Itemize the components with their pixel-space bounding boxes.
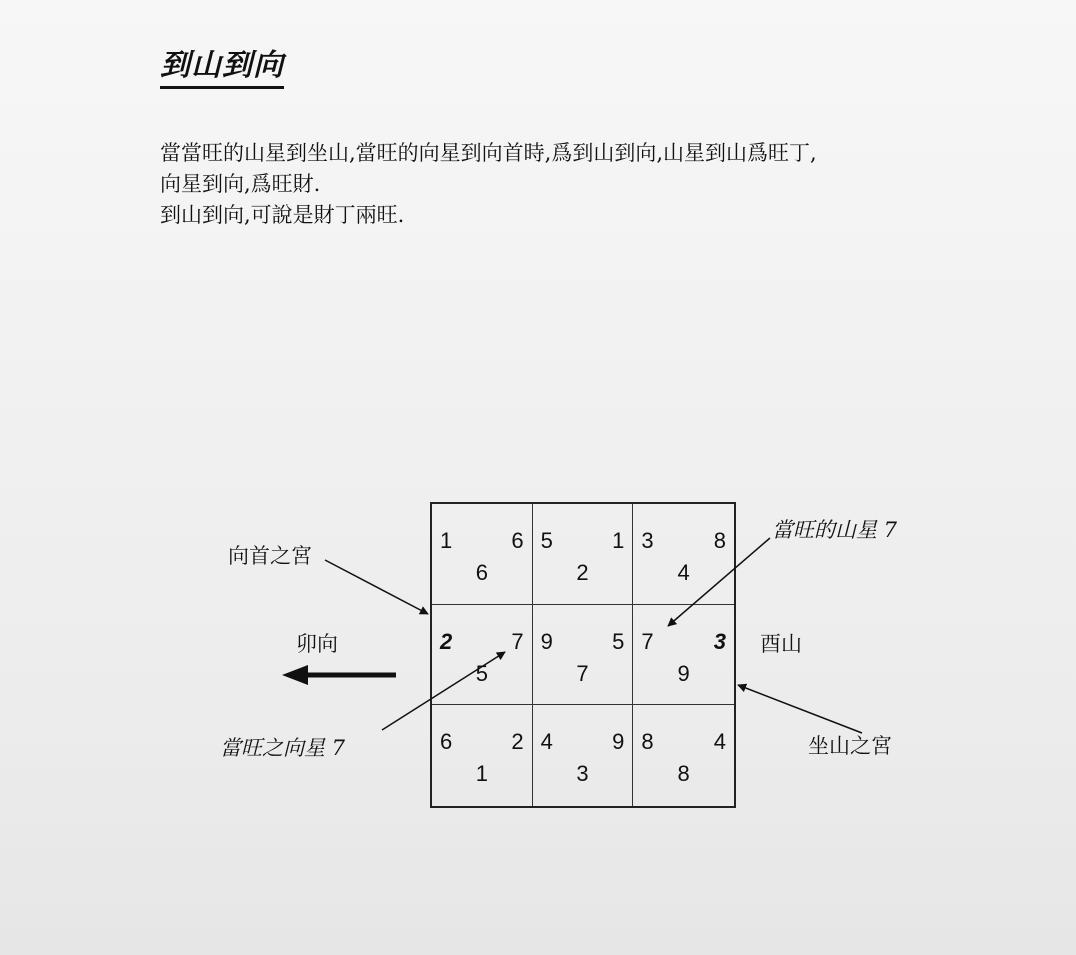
mountain-star: 3: [641, 528, 654, 553]
facing-star: 7: [511, 628, 524, 654]
base-star: 4: [677, 560, 690, 585]
facing-star: 5: [612, 628, 625, 654]
base-star: 5: [475, 660, 488, 686]
base-star: 8: [677, 761, 690, 787]
label-prosperous-mountain-star: 當旺的山星 7: [772, 518, 898, 542]
base-star: 3: [576, 761, 589, 787]
page-title: 到山到向: [160, 40, 284, 89]
label-mao-facing: 卯向: [296, 632, 338, 656]
arrow-to-facing-palace: [325, 560, 428, 614]
label-you-mountain: 酉山: [760, 632, 802, 656]
facing-star: 2: [511, 729, 524, 755]
facing-star: 3: [713, 628, 726, 654]
mountain-star: 1: [440, 528, 453, 553]
mountain-star: 5: [540, 528, 553, 553]
paragraph-line: 到山到向,可說是財丁兩旺.: [160, 203, 405, 227]
mountain-star: 8: [641, 729, 654, 755]
mountain-star: 7: [641, 628, 654, 654]
base-star: 9: [677, 660, 690, 686]
facing-star: 6: [511, 528, 524, 553]
arrow-to-mountain-star: [668, 538, 770, 626]
base-star: 1: [475, 761, 488, 787]
label-facing-palace: 向首之宮: [228, 544, 312, 568]
arrow-to-sitting-palace: [738, 685, 862, 733]
mountain-star: 6: [440, 729, 453, 755]
paragraph-line: 當當旺的山星到坐山,當旺的向星到向首時,爲到山到向,山星到山爲旺丁,: [160, 141, 817, 165]
facing-star: 8: [713, 528, 726, 553]
base-star: 6: [475, 560, 488, 585]
facing-star: 9: [612, 729, 625, 755]
mountain-star: 9: [540, 628, 553, 654]
label-sitting-palace: 坐山之宮: [808, 734, 892, 758]
facing-star: 1: [612, 528, 625, 553]
base-star: 2: [576, 560, 589, 585]
west-arrow-icon: [282, 665, 396, 685]
mountain-star: 4: [540, 729, 553, 755]
base-star: 7: [576, 660, 589, 686]
label-prosperous-facing-star: 當旺之向星 7: [220, 736, 346, 760]
paragraph-line: 向星到向,爲旺財.: [160, 172, 321, 196]
facing-star: 4: [713, 729, 726, 755]
arrow-to-facing-star: [382, 652, 505, 730]
mountain-star: 2: [440, 628, 453, 654]
